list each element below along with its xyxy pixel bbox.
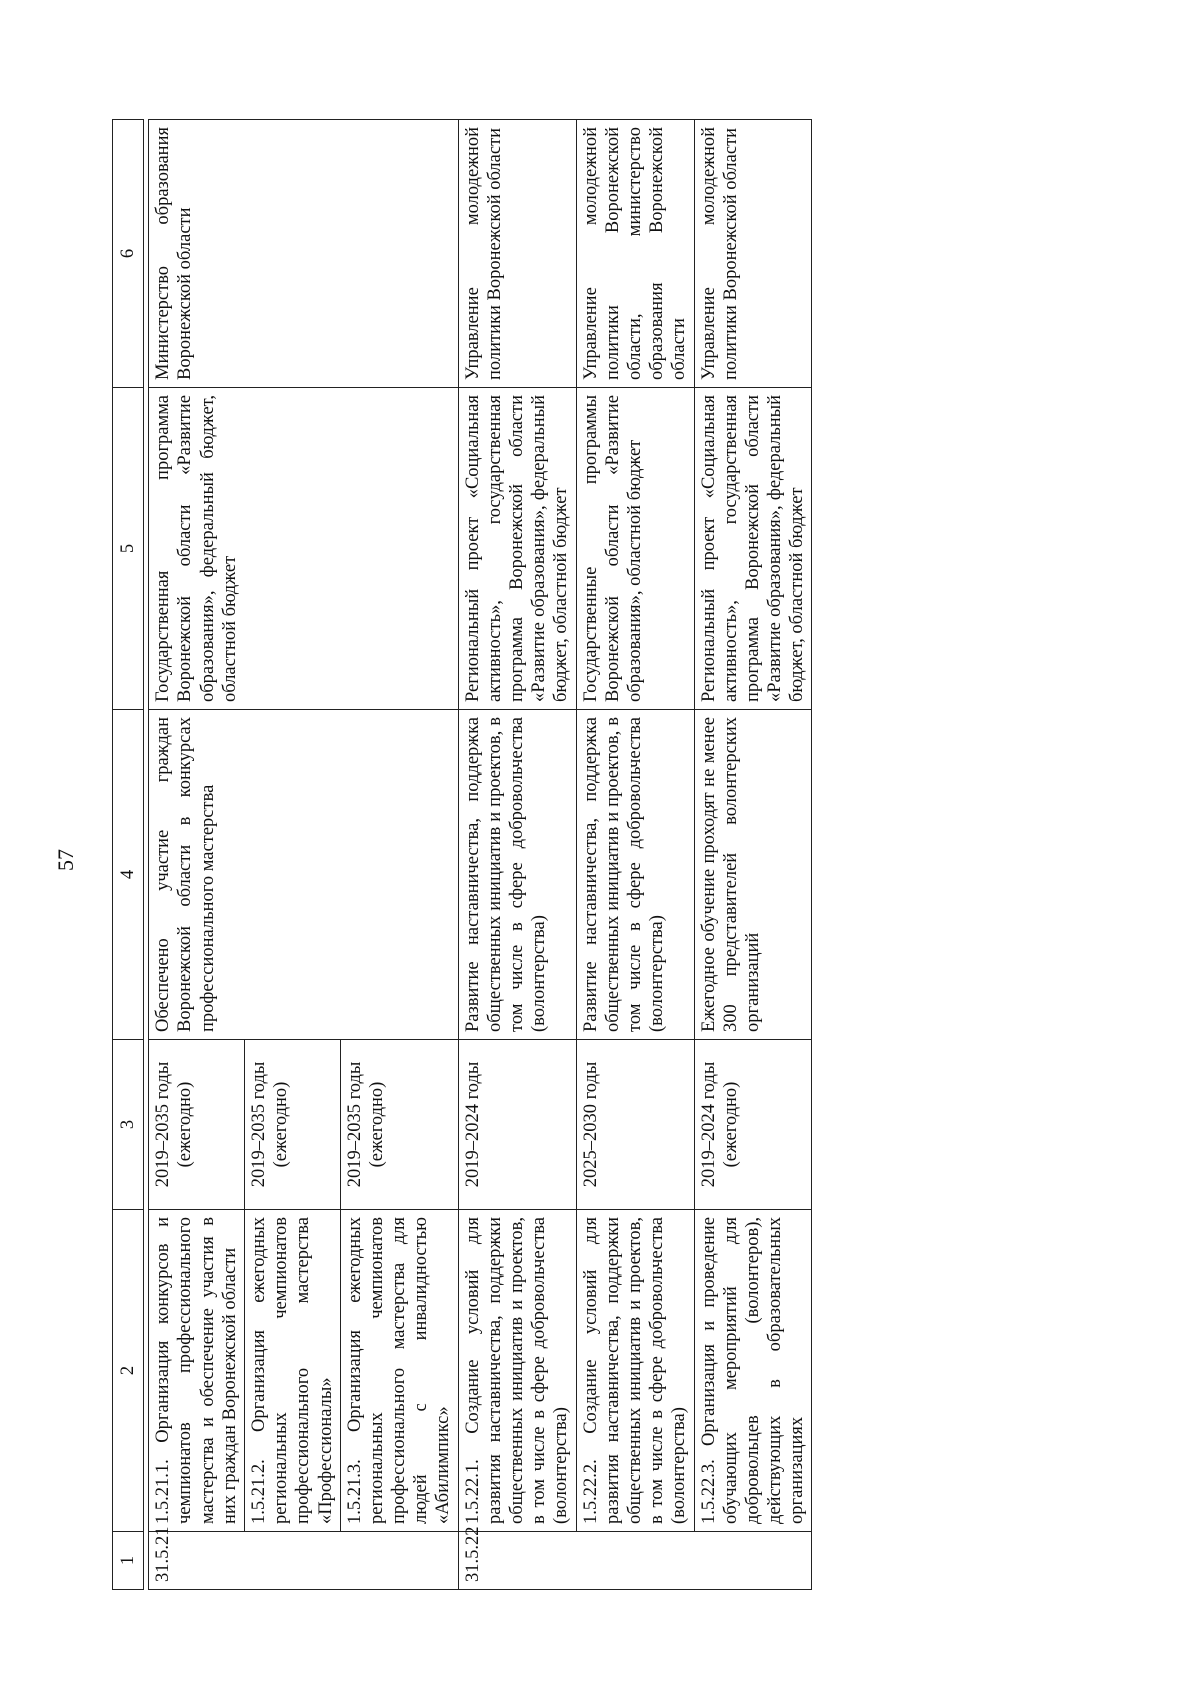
source-cell: Государственные программы Воронежской области «Развитие образования», областной бюджет	[576, 388, 694, 710]
measures-table	[112, 119, 812, 1590]
source-cell: Региональный проект «Социальная активность», государственная программа Воронежской области «Развитие образования», федеральный бюджет, областной бюджет	[694, 388, 812, 710]
executor-cell: Управление молодежной политики Воронежской области	[694, 120, 812, 388]
page-number: 57	[53, 849, 78, 871]
source-cell: Государственная программа Воронежской области «Развитие образования», федеральный бюджет, областной бюджет	[149, 388, 458, 710]
table-row	[149, 120, 245, 1590]
period-cell: 2019–2024 годы	[458, 1040, 576, 1210]
result-cell: Развитие наставничества, поддержка общественных инициатив и проектов, в том числе в сфере добровольчества (волонтерства)	[458, 710, 576, 1040]
activity-cell: 1.5.22.1. Создание условий для развития наставничества, поддержки общественных инициатив и проектов, в том числе в сфере добровольчества (волонтерства)	[458, 1210, 576, 1532]
period-cell: 2019–2035 годы (ежегодно)	[149, 1040, 245, 1210]
period-cell: 2019–2035 годы (ежегодно)	[340, 1040, 458, 1210]
activity-cell: 1.5.21.1. Организация конкурсов и чемпионатов профессионального мастерства и обеспечение участия в них граждан Воронежской области	[149, 1210, 245, 1532]
activity-cell: 1.5.22.3. Организация и проведение обучающих мероприятий для добровольцев (волонтеров), действующих в образовательных организациях	[694, 1210, 812, 1532]
period-cell: 2025–2030 годы	[576, 1040, 694, 1210]
period-cell: 2019–2024 годы (ежегодно)	[694, 1040, 812, 1210]
result-cell: Обеспечено участие граждан Воронежской области в конкурсах профессионального мастерства	[149, 710, 458, 1040]
activity-cell: 1.5.22.2. Создание условий для развития наставничества, поддержки общественных инициатив и проектов, в том числе в сфере добровольчества (волонтерства)	[576, 1210, 694, 1532]
result-cell: Ежегодное обучение проходят не менее 300 представителей волонтерских организаций	[694, 710, 812, 1040]
executor-cell: Управление молодежной политики Воронежской области	[458, 120, 576, 388]
table-row	[576, 120, 694, 1590]
period-cell: 2019–2035 годы (ежегодно)	[244, 1040, 340, 1210]
activity-cell: 1.5.21.2. Организация ежегодных региональных чемпионатов профессионального мастерства «Профессионалы»	[244, 1210, 340, 1532]
header-col-5: 5	[113, 388, 144, 710]
header-col-4: 4	[113, 710, 144, 1040]
rotated-table-container	[112, 120, 1092, 1590]
result-cell: Развитие наставничества, поддержка общественных инициатив и проектов, в том числе в сфере добровольчества (волонтерства)	[576, 710, 694, 1040]
table-row	[458, 120, 576, 1590]
header-col-6: 6	[113, 120, 144, 388]
executor-cell: Министерство образования Воронежской области	[149, 120, 458, 388]
header-col-2: 2	[113, 1210, 144, 1532]
row-code: 31.5.22	[458, 1532, 812, 1590]
header-col-3: 3	[113, 1040, 144, 1210]
row-code: 31.5.21	[149, 1532, 458, 1590]
source-cell: Региональный проект «Социальная активность», государственная программа Воронежской области «Развитие образования», федеральный бюджет, областной бюджет	[458, 388, 576, 710]
header-col-1: 1	[113, 1532, 144, 1590]
header-row	[113, 120, 144, 1590]
executor-cell: Управление молодежной политики Воронежской области, министерство образования Воронежской области	[576, 120, 694, 388]
activity-cell: 1.5.21.3. Организация ежегодных региональных чемпионатов профессионального мастерства для людей с инвалидностью «Абилимпикс»	[340, 1210, 458, 1532]
table-row	[694, 120, 812, 1590]
